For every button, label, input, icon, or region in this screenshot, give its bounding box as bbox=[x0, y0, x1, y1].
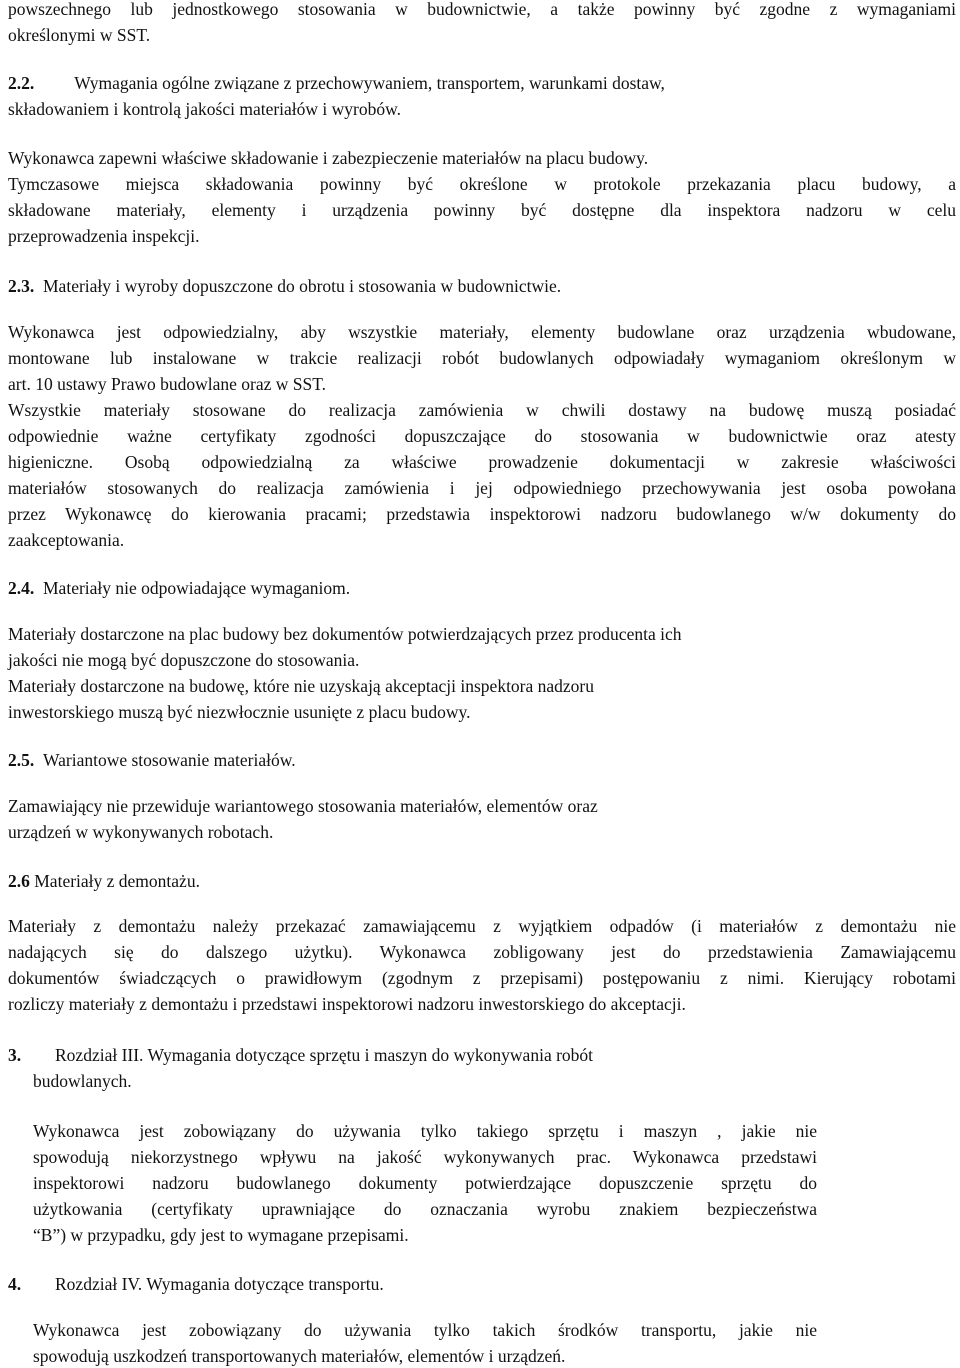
section-heading-4 bbox=[8, 1273, 384, 1295]
section-number: 4. bbox=[8, 1274, 22, 1294]
text-line: składowane materiały, elementy i urządzenia powinny być dostępne dla inspektora nadzoru w celu bbox=[8, 200, 956, 220]
section-title: Materiały nie odpowiadające wymaganiom. bbox=[43, 578, 351, 598]
section-title: Rozdział III. Wymagania dotyczące sprzętu i maszyn do wykonywania robót bbox=[55, 1045, 594, 1065]
section-number: 2.3. bbox=[8, 276, 35, 296]
text-line: odpowiednie ważne certyfikaty zgodności dopuszczające do stosowania w budownictwie oraz atesty bbox=[8, 426, 956, 446]
text-line: spowodują niekorzystnego wpływu na jakość wykonywanych prac. Wykonawca przedstawi bbox=[33, 1147, 817, 1167]
section-number: 2.5. bbox=[8, 750, 35, 770]
text-line: higieniczne. Osobą odpowiedzialną za właściwe prowadzenie dokumentacji w zakresie właściwości bbox=[8, 452, 956, 472]
section-title-cont: budowlanych. bbox=[33, 1071, 132, 1091]
text-line: “B”) w przypadku, gdy jest to wymagane przepisami. bbox=[33, 1225, 409, 1245]
text-line: przeprowadzenia inspekcji. bbox=[8, 226, 200, 246]
text-line: rozliczy materiały z demontażu i przedstawi inspektorowi nadzoru inwestorskiego do akceptacji. bbox=[8, 994, 686, 1014]
section-title: Rozdział IV. Wymagania dotyczące transportu. bbox=[55, 1274, 384, 1294]
text-line: Materiały z demontażu należy przekazać zamawiającemu z wyjątkiem odpadów (i materiałów z demontażu nie bbox=[8, 916, 956, 936]
section-heading-2-2 bbox=[8, 72, 665, 94]
text-line: przez Wykonawcę do kierowania pracami; przedstawia inspektorowi nadzoru budowlanego w/w dokumenty do bbox=[8, 504, 956, 524]
text-line: zaakceptowania. bbox=[8, 530, 125, 550]
text-line: Wykonawca jest zobowiązany do używania tylko takich środków transportu, jakie nie bbox=[33, 1320, 817, 1340]
section-heading-2-5 bbox=[8, 749, 296, 771]
section-number: 3. bbox=[8, 1045, 22, 1065]
text-line: powszechnego lub jednostkowego stosowania w budownictwie, a także powinny być zgodne z wymaganiami bbox=[8, 0, 956, 19]
text-line: montowane lub instalowane w trakcie realizacji robót budowlanych odpowiadały wymaganiom określonym w bbox=[8, 348, 956, 368]
text-line: spowodują uszkodzeń transportowanych materiałów, elementów i urządzeń. bbox=[33, 1346, 566, 1366]
section-title-cont: składowaniem i kontrolą jakości materiałów i wyrobów. bbox=[8, 99, 402, 119]
text-line: Zamawiający nie przewiduje wariantowego stosowania materiałów, elementów oraz bbox=[8, 796, 598, 816]
section-heading-3 bbox=[8, 1044, 593, 1066]
text-line: art. 10 ustawy Prawo budowlane oraz w SST. bbox=[8, 374, 327, 394]
text-line: użytkowania (certyfikaty uprawniające do oznaczania wyrobu znakiem bezpieczeństwa bbox=[33, 1199, 817, 1219]
section-number: 2.2. bbox=[8, 73, 35, 93]
text-line: Materiały dostarczone na budowę, które nie uzyskają akceptacji inspektora nadzoru bbox=[8, 676, 595, 696]
text-line: inspektorowi nadzoru budowlanego dokumenty potwierdzające dopuszczenie sprzętu do bbox=[33, 1173, 817, 1193]
text-line: Tymczasowe miejsca składowania powinny być określone w protokole przekazania placu budowy, a bbox=[8, 174, 956, 194]
text-line: Materiały dostarczone na plac budowy bez dokumentów potwierdzających przez producenta ich bbox=[8, 624, 682, 644]
text-line: inwestorskiego muszą być niezwłocznie usunięte z placu budowy. bbox=[8, 702, 471, 722]
section-title: Wymagania ogólne związane z przechowywaniem, transportem, warunkami dostaw, bbox=[74, 73, 665, 93]
section-heading-2-6 bbox=[8, 870, 200, 892]
section-heading-2-4 bbox=[8, 577, 350, 599]
text-line: Wykonawca jest zobowiązany do używania tylko takiego sprzętu i maszyn , jakie nie bbox=[33, 1121, 817, 1141]
text-line: Wszystkie materiały stosowane do realizacja zamówienia w chwili dostawy na budowę muszą posiadać bbox=[8, 400, 956, 420]
section-title: Wariantowe stosowanie materiałów. bbox=[43, 750, 296, 770]
section-number: 2.4. bbox=[8, 578, 35, 598]
text-line: urządzeń w wykonywanych robotach. bbox=[8, 822, 274, 842]
section-title: Materiały z demontażu. bbox=[34, 871, 200, 891]
text-line: nadających się do dalszego użytku). Wykonawca zobligowany jest do przedstawienia Zamawiającemu bbox=[8, 942, 956, 962]
text-line: jakości nie mogą być dopuszczone do stosowania. bbox=[8, 650, 360, 670]
section-title: Materiały i wyroby dopuszczone do obrotu i stosowania w budownictwie. bbox=[43, 276, 562, 296]
text-line: określonymi w SST. bbox=[8, 25, 151, 45]
section-heading-2-3 bbox=[8, 275, 561, 297]
text-line: dokumentów świadczących o prawidłowym (zgodnym z przepisami) postępowaniu z nimi. Kierujący robotami bbox=[8, 968, 956, 988]
text-line: materiałów stosowanych do realizacja zamówienia i jej odpowiedniego przechowywania jest osoba powołana bbox=[8, 478, 956, 498]
section-number: 2.6 bbox=[8, 871, 30, 891]
text-line: Wykonawca jest odpowiedzialny, aby wszystkie materiały, elementy budowlane oraz urządzenia wbudowane, bbox=[8, 322, 956, 342]
text-line: Wykonawca zapewni właściwe składowanie i zabezpieczenie materiałów na placu budowy. bbox=[8, 148, 649, 168]
